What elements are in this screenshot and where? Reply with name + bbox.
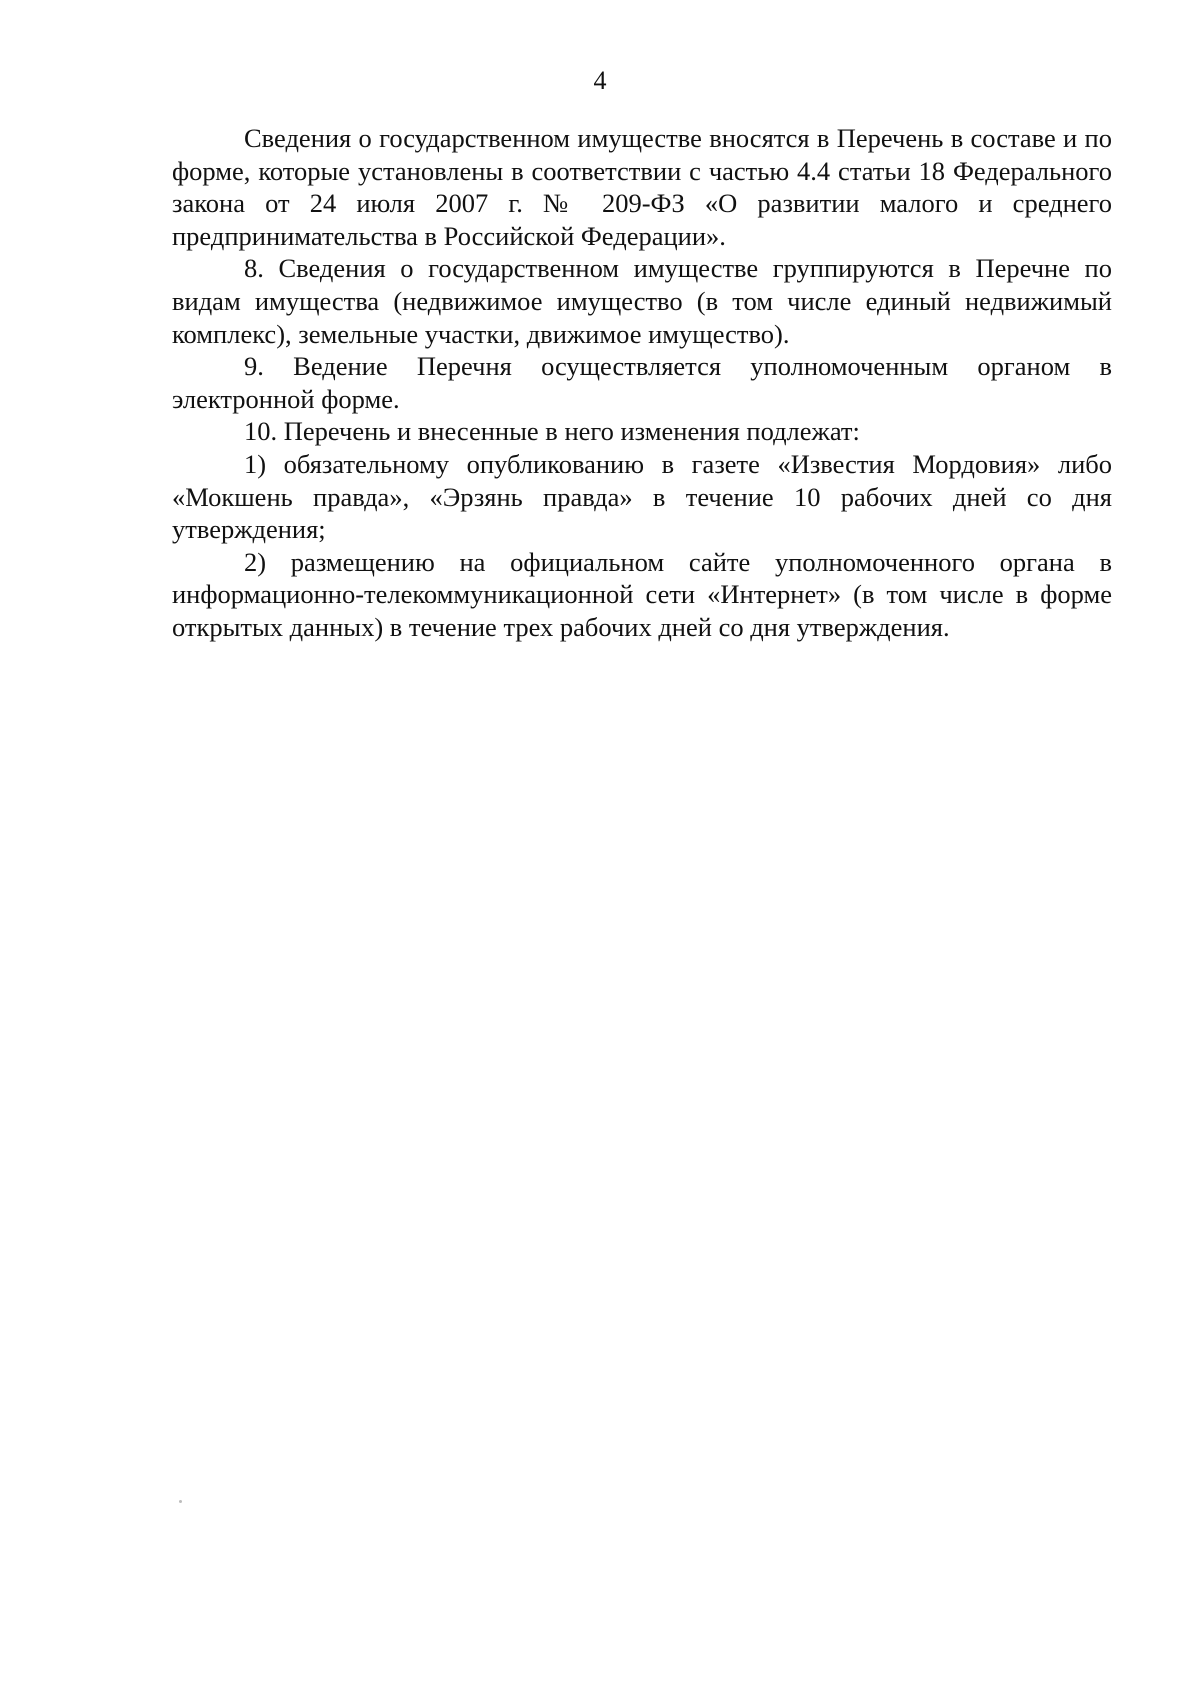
paragraph-subitem-1: 1) обязательному опубликованию в газете «Известия Мордовия» либо «Мокшень правда», «Эрзянь правда» в течение 10 рабочих дней со дня утверждения; — [172, 448, 1112, 545]
scan-speck — [179, 1500, 182, 1503]
paragraph-item-10: 10. Перечень и внесенные в него изменения подлежат: — [244, 416, 860, 447]
page-number: 4 — [593, 66, 607, 95]
paragraph-property-info: Сведения о государственном имуществе вносятся в Перечень в составе и по форме, которые установлены в соответствии с частью 4.4 статьи 18 Федерального закона от 24 июля 2007 г. № 209-ФЗ «О развитии малого и среднего предпринимательства в Российской Федерации». — [172, 123, 1112, 251]
paragraph-item-9: 9. Ведение Перечня осуществляется уполномоченным органом в электронной форме. — [172, 351, 1112, 414]
paragraph-item-8: 8. Сведения о государственном имуществе группируются в Перечне по видам имущества (недвижимое имущество (в том числе единый недвижимый комплекс), земельные участки, движимое имущество). — [172, 253, 1112, 349]
document-body — [172, 122, 1112, 644]
paragraph-subitem-2: 2) размещению на официальном сайте уполномоченного органа в информационно-телекоммуникационной сети «Интернет» (в том числе в форме открытых данных) в течение трех рабочих дней со дня утверждения. — [172, 546, 1112, 642]
